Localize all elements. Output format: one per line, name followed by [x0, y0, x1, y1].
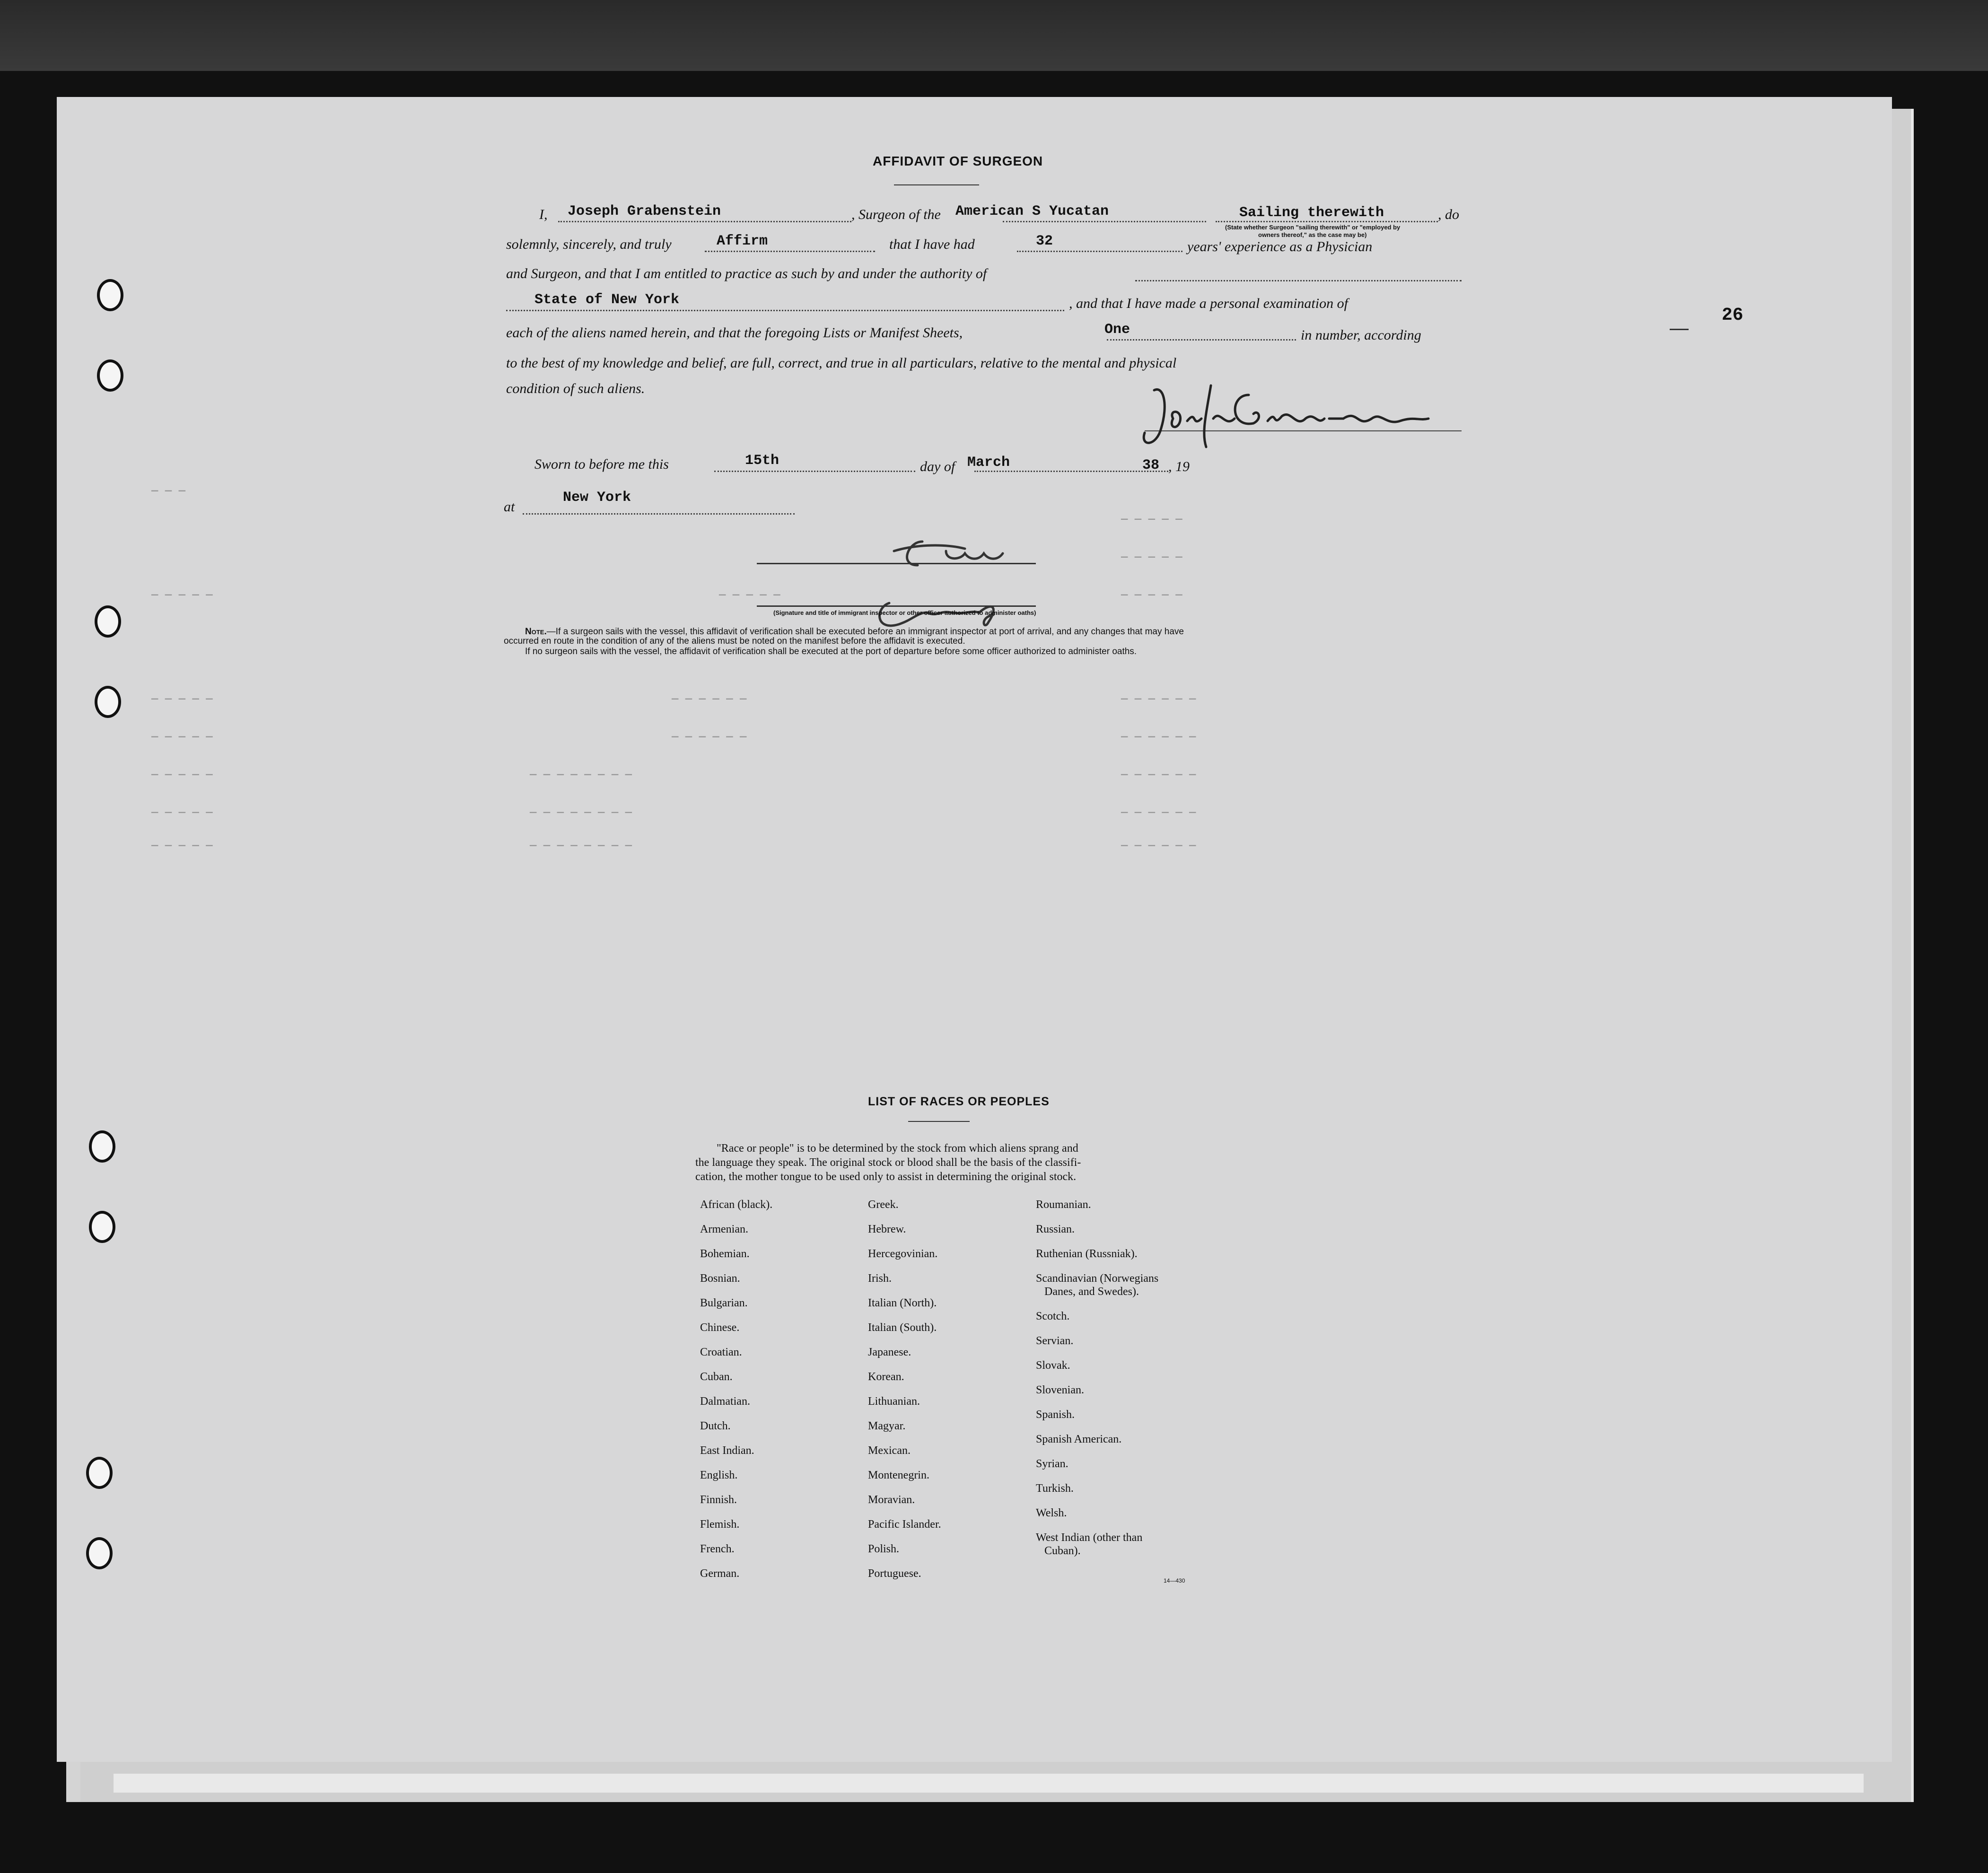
- race-item: Russian.: [1036, 1223, 1075, 1235]
- condition-text: condition of such aliens.: [506, 381, 645, 396]
- race-item: West Indian (other than: [1036, 1532, 1143, 1544]
- authority-text: and Surgeon, and that I am entitled to practice as such by and under the authority of: [506, 266, 987, 281]
- affidavit-title: AFFIDAVIT OF SURGEON: [873, 154, 1043, 168]
- officer-line-2: [757, 605, 1036, 607]
- surgeon-status: Sailing therewith: [1239, 205, 1384, 221]
- sheets-blank: [1107, 339, 1296, 341]
- race-item: Croatian.: [700, 1346, 742, 1358]
- status-blank: [1216, 221, 1438, 222]
- surgeon-of-label: , Surgeon of the: [851, 207, 941, 222]
- officer-caption: (Signature and title of immigrant inspector or other officer authorized to administer oaths): [773, 609, 1036, 616]
- years-text: years' experience as a Physician: [1187, 239, 1373, 254]
- race-item: Scotch.: [1036, 1310, 1070, 1322]
- race-item: African (black).: [700, 1199, 773, 1211]
- licensing-authority: State of New York: [534, 292, 680, 308]
- at-label: at: [504, 499, 515, 515]
- note-line-2: occurred en route in the condition of any of the aliens must be noted on the manifest before the affidavit is executed.: [504, 636, 965, 646]
- years-experience: 32: [1036, 233, 1053, 249]
- race-item: East Indian.: [700, 1444, 754, 1457]
- affiant-intro: I,: [539, 207, 548, 222]
- binder-hole: [89, 1130, 115, 1163]
- race-item: Bulgarian.: [700, 1297, 748, 1309]
- status-instruction-2: owners thereof," as the case may be): [1258, 231, 1367, 238]
- binder-hole: [97, 359, 123, 392]
- month-blank: [974, 471, 1168, 472]
- race-item: Bosnian.: [700, 1272, 740, 1285]
- manifest-text: each of the aliens named herein, and that the foregoing Lists or Manifest Sheets,: [506, 325, 963, 341]
- race-item: Magyar.: [868, 1420, 906, 1432]
- race-item: Korean.: [868, 1371, 904, 1383]
- note-text-1: —If a surgeon sails with the vessel, this affidavit of verification shall be executed before an immigrant inspector at port of arrival, and any changes that may have: [546, 627, 1184, 637]
- race-item: Cuban).: [1044, 1545, 1081, 1557]
- note-label: Note.: [525, 627, 547, 637]
- sworn-month: March: [967, 455, 1010, 471]
- number-text: in number, according: [1301, 327, 1421, 343]
- race-item: Servian.: [1036, 1335, 1074, 1347]
- belief-text: to the best of my knowledge and belief, are full, correct, and true in all particulars, relative to the mental and physical: [506, 355, 1177, 371]
- sworn-day: 15th: [745, 453, 779, 469]
- name-blank: [558, 221, 851, 222]
- race-item: Lithuanian.: [868, 1395, 920, 1408]
- binder-hole: [86, 1537, 113, 1569]
- page-number-dash: [1670, 329, 1689, 330]
- races-title: LIST OF RACES OR PEOPLES: [868, 1095, 1050, 1108]
- sheet-bottom-edge: [114, 1774, 1864, 1793]
- sworn-text: Sworn to before me this: [534, 456, 669, 472]
- do-label: , do: [1438, 207, 1459, 222]
- form-code: 14—430: [1164, 1577, 1185, 1584]
- races-intro-3: cation, the mother tongue to be used only to assist in determining the original stock.: [695, 1171, 1077, 1183]
- title-underline: [894, 184, 979, 185]
- authority-blank-2: [506, 310, 1064, 311]
- oath-blank: [705, 251, 875, 252]
- race-item: Irish.: [868, 1272, 892, 1285]
- place-blank: [523, 513, 795, 515]
- page-number: 26: [1722, 305, 1743, 325]
- sworn-year: 38: [1142, 457, 1160, 473]
- races-column-3: [1036, 1199, 1158, 1570]
- race-item: Ruthenian (Russniak).: [1036, 1248, 1138, 1260]
- race-item: Bohemian.: [700, 1248, 750, 1260]
- race-item: French.: [700, 1543, 735, 1555]
- races-column-1: [700, 1199, 772, 1593]
- race-item: Portuguese.: [868, 1567, 921, 1580]
- races-intro-1: "Race or people" is to be determined by the stock from which aliens sprang and: [717, 1142, 1078, 1155]
- surgeon-name: Joseph Grabenstein: [568, 203, 721, 219]
- document-page: — — — — — — — — — — — — — — — — — — — — — — — — — — — — — — — — — — — — — — — — — — — — — — — — — — — — — — — — — — — — — — — — — — — — — — — — — — — — — — — — — — — — — — — — — — — — — — — — — — — — — — — — — — — — — — — — — — — — — — — AFFIDAVIT OF SURGEON I, Joseph Grabenstein , Surgeon of the American S Yucatan Sailing therewith , do (State whether Surgeon "sailing therewith" or "employed by owners thereof," as the case may be) solemnly, sincerely, and truly Affirm that I have had 32 years' experience as a Physician and Surgeon, and that I am entitled to practice as such by and under the authority of State of New York , and that I have made a personal examination of each of the aliens named herein, and that the foregoing Lists or Manifest Sheets, One in number, according to the best of my knowledge and belief, are full, correct, and true in all particulars, relative to the mental and physical condition of such aliens. Sworn to before me this 15th day of March , 19 38 at New York (Signature and title of immigrant inspector or other officer authorized to administer oaths) Note.—If a surgeon sails with the vessel, this affidavit of verification shall be executed before an immigrant inspector at port of arrival, and any changes that may have occurred en route in the condition of any of the aliens must be noted on the manifest before the affidavit is executed. If no surgeon sails with the vessel, the affidavit of verification shall be executed at the port of departure before some officer authorized to administer oaths. 26 LIST OF RACES OR PEOPLES "Race or people" is to be determined by the stock from which aliens sprang and the language they speak. The original stock or blood shall be the basis of the classifi- cation, the mother tongue to be used only to assist in determining the original stock. African (black). Armenian. Bohemian. Bosnian. Bulgarian. Chinese. Croatian. Cuban. Dalmatian. Dutch. East Indian. English. Finnish. Flemish. French. German. Greek. Hebrew. Hercegovinian. Irish. Italian (North). Italian (South). Japanese. Korean. Lithuanian. Magyar. Mexican. Montenegrin. Moravian. Pacific Islander. Polish. Portuguese. Roumanian. Russian. Ruthenian (Russniak). Scandinavian (Norwegians Danes, and Swedes). Scotch. Servian. Slovak. Slovenian. Spanish. Spanish American. Syrian. Turkish. Welsh. West Indian (other than Cuban). 14—430: [57, 97, 1892, 1762]
- race-item: Japanese.: [868, 1346, 911, 1358]
- races-title-underline: [908, 1121, 970, 1122]
- race-item: Flemish.: [700, 1518, 740, 1531]
- sheet-count: One: [1104, 322, 1130, 338]
- race-item: Hebrew.: [868, 1223, 906, 1235]
- binder-hole: [97, 279, 123, 311]
- race-item: German.: [700, 1567, 740, 1580]
- race-item: Chinese.: [700, 1322, 740, 1334]
- race-item: Syrian.: [1036, 1458, 1068, 1470]
- race-item: Hercegovinian.: [868, 1248, 938, 1260]
- sworn-place: New York: [563, 490, 631, 506]
- race-item: Italian (North).: [868, 1297, 937, 1309]
- note-line-1: [525, 627, 1184, 637]
- race-item: Scandinavian (Norwegians: [1036, 1272, 1159, 1285]
- scan-top-edge: [0, 0, 1988, 71]
- race-item: Dalmatian.: [700, 1395, 750, 1408]
- race-item: Polish.: [868, 1543, 900, 1555]
- race-item: Welsh.: [1036, 1507, 1067, 1519]
- race-item: Roumanian.: [1036, 1199, 1091, 1211]
- race-item: Greek.: [868, 1199, 899, 1211]
- race-item: Pacific Islander.: [868, 1518, 941, 1531]
- binder-hole: [86, 1457, 113, 1489]
- race-item: Turkish.: [1036, 1482, 1074, 1495]
- race-item: Spanish American.: [1036, 1433, 1122, 1445]
- examination-text: , and that I have made a personal examination of: [1069, 296, 1348, 311]
- race-item: Dutch.: [700, 1420, 731, 1432]
- years-blank: [1017, 251, 1182, 252]
- authority-blank-1: [1135, 280, 1462, 281]
- oath-type: Affirm: [717, 233, 768, 249]
- experience-text: that I have had: [889, 236, 975, 252]
- race-item: Armenian.: [700, 1223, 748, 1235]
- solemnly-text: solemnly, sincerely, and truly: [506, 236, 672, 252]
- race-item: English.: [700, 1469, 738, 1481]
- races-column-2: [868, 1199, 941, 1593]
- ship-name: American S Yucatan: [955, 203, 1109, 219]
- race-item: Italian (South).: [868, 1322, 937, 1334]
- surgeon-signature: [1135, 376, 1438, 456]
- note-line-3: If no surgeon sails with the vessel, the affidavit of verification shall be executed at the port of departure before some officer authorized to administer oaths.: [525, 647, 1137, 656]
- race-item: Cuban.: [700, 1371, 733, 1383]
- binder-hole: [89, 1211, 115, 1243]
- binder-hole: [95, 686, 121, 718]
- ship-blank: [1003, 221, 1206, 222]
- race-item: Mexican.: [868, 1444, 911, 1457]
- day-of-text: day of: [920, 459, 955, 474]
- race-item: Spanish.: [1036, 1409, 1075, 1421]
- race-item: Slovak.: [1036, 1359, 1070, 1372]
- race-item: Finnish.: [700, 1494, 737, 1506]
- race-item: Danes, and Swedes).: [1044, 1286, 1139, 1298]
- day-blank: [714, 471, 915, 472]
- race-item: Montenegrin.: [868, 1469, 929, 1481]
- race-item: Moravian.: [868, 1494, 915, 1506]
- officer-line-1: [757, 563, 1036, 564]
- year-prefix: , 19: [1168, 459, 1190, 474]
- races-intro-2: the language they speak. The original stock or blood shall be the basis of the classifi-: [695, 1156, 1081, 1169]
- status-instruction-1: (State whether Surgeon "sailing therewith" or "employed by: [1225, 224, 1401, 231]
- race-item: Slovenian.: [1036, 1384, 1084, 1396]
- binder-hole: [95, 605, 121, 638]
